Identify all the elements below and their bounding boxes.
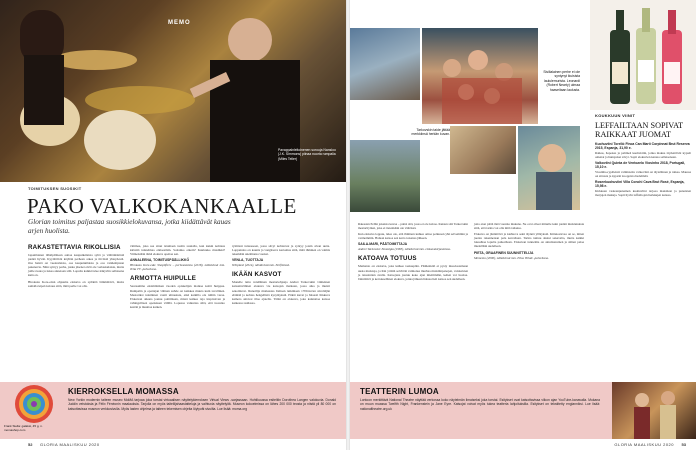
tarkovski-caption: Tarkovskin taide jättää merkkiinsä herkän kuvan.: [411, 128, 450, 137]
signature: PIETA, GRAAFINEN SUUNNITTELIJA: [474, 250, 534, 255]
right-column-1: [358, 222, 468, 281]
moma-title: KIERROKSELLA MOMASSA: [68, 387, 179, 396]
photo-caption: Pavappalnleltoinenen sorouja Nansloo (J.K. Simmons) piinaa nuorta rumpalia (Miles Teller): [278, 148, 336, 161]
wine-column: [595, 113, 691, 198]
body-text: rytmissä tunteeseen, jossa sävyt kohtaavat ja syntyy jotain aivan uutta. Lopputulos on kaunis ja vangitseva kertomus siitä, mitä ihminen on valmis tekemään unelmansa vuoksi.: [232, 244, 330, 257]
theatre-photo: [612, 382, 696, 439]
wine-text: Kirkkaan vaaleanpunainen kuohuviini tarjoaa mansikan ja punaisten marjojen makuja. Sopii hyvin leffailtojen herkkujen kanssa.: [595, 189, 691, 198]
page-number: 52: [28, 442, 33, 447]
wine-name: Kuohuviini Torelló Finca Can Martí Corpinnat Brut Reserva 2015, Espanja, 31,90 e.: [595, 142, 690, 150]
right-column-2: [474, 222, 584, 260]
moma-body: New Yorkin modernin taiteen museo MoMA tarjoaa joka torstai virtuaalisen näyttelykierroksen Virtual Views -sarjassaan. Huhtikuussa esiteltiin Dorothea Langen valokuvia. Donald Juddin veistoksia ja Félix Fénéonin maalauksia. Tarjolla on myös taiteilijahaastatteluja ja vaihtuvia näyttelyitä. Museon kokoelmissa on lähes 200 000 teosta ja niistä yli 80 000 on katsottavissa museon verkkosivulla. Myös lasten ohjelma ja taiteen tekemisen ohjeita löytyvät sivuilta. Lue lisää: moma.org: [68, 398, 336, 411]
section-label: TOIMITUKSEN SUOSIKIT: [28, 186, 82, 191]
wine-name: Valkoviini Quinta de Ventozelo Viosinho 2018, Portugali, 15,10 e.: [595, 161, 686, 170]
body-text: vimmaa, joka saa sinut istumaan tuolin reunalla, kun kukin kohtaus kiristää tunnelmaa entisestään. Soitanko oikein? Kuuluuko musiikki? Viimeistään tämä elokuva opettaa sen.: [130, 244, 225, 257]
drummer-photo: [0, 0, 346, 182]
footer-text: GLORIA MAALISKUU 2020: [40, 442, 100, 447]
memento-illustration: [518, 126, 580, 210]
memento-photo: [518, 126, 580, 210]
family-caption: Sisilialainen perhe ei ole syntynyt ikuisista laululemurista. Leonardi (Robert Nearty) ulmaa haaveitaan laulusta.: [543, 70, 580, 92]
left-footer: [0, 439, 346, 450]
body-text: Hirokazu Kore-edan ohjaama elokuva on sydäntä lämmittävä, mutta samalla kipeä kuvaus siitä, mitä perhe voi olla.: [28, 279, 124, 288]
signature: ANNALEENA, TOIMITUSPÄÄLLIKKÖ: [130, 258, 190, 263]
article-lede: Glorian toimitus paljastaa suosikkielokuvansa, jotka kiidättävät kauas arjen huolista.: [28, 218, 231, 235]
koukkuun-title: LEFFAILTAAN SOPIVAT RAIKKAAT JUOMAT: [595, 121, 683, 139]
wine-text: Viosinho-rypäleistä valmistettu valkoviini on täyteläinen ja raikas. Maussa on sitrusta ja kypsää trooppista hedelmää.: [595, 170, 691, 179]
wine-bottles: [590, 0, 696, 110]
body-text: Rakastan Pellin jokaista kuvaa – paitsi sitä, jossa ei ole kuvaa. Kutsun sitä Tarkovskin mestarityöksi, joka ei tietenkään ole väärässä.: [358, 222, 468, 231]
footer-text: GLORIA MAALISKUU 2020: [614, 442, 674, 447]
koukkuun-label: KOUKKUUN VIINIT: [595, 113, 636, 118]
left-column-1: [28, 244, 124, 288]
film-note: Hirokazu Kore-eda: Shoplifters – perheasiaisia (2018), nähtävissä mm. Telia TV -palvelussa.: [130, 263, 225, 272]
left-column-3: [232, 244, 330, 305]
body-text: Memento on elokuva, joka kulkee taaksepäin. Päähenkilö ei pysty muodostamaan uusia muistoja, ja hän yrittää selvittää vaimonsa murhaa muistiinpanojen, valokuvien ja tatuointien avulla. Katsojana joutuu koko ajan miettimään, kehen voi luottaa. Jännittävä ja kerroksellinen elokuva, jonka jälkeen haluaa heti katsoa sen uudelleen.: [358, 264, 468, 281]
article-title: PAKO VALKOKANKAALLE: [27, 194, 297, 218]
bottles-illustration: [590, 0, 696, 110]
film-note: Memento (2000), nähtävissä mm. Elisa Viihde -palvelussa.: [474, 255, 549, 260]
body-text: Monelle tuttu venäläinen mestariohjaaja Andrei Tarkovskin viimeinen kansainvälinen elokuva vie katsojan matkaan, jossa aika ja muisti sekoittuvat. Runoilija matkustaa Italiaan tutkimaan 1700-luvun säveltäjän elämää ja kohtaa hengellisiä kysymyksiä. Pitkät kuvat ja hitaasti liikkuva kamera antavat tilaa ajatella. Tämä on elokuva, joka kannattaa katsoa kaikessa rauhassa.: [232, 280, 330, 305]
wine-name: Roseekuohuviini Villa Conchi Cava Brut Rosé, Espanja, 15,98 e.: [595, 180, 685, 189]
moma-side-caption: Frank Stella: galaksi, 45 g, n. momashop.com: [4, 424, 43, 432]
family-photo: [422, 28, 538, 124]
family-illustration: [422, 28, 538, 124]
body-text: Elokuva on jännittävä ja kiehtova sekä täynnä yllätyksiä. Kiinnostavaa on se, miten juonta rakennetaan pala kerrallaan. Tarina tuntuu aluksi sekavalta, mutta kaikki loksahtaa lopulta paikoilleen. Elokuvan tunnelma on ainutlaatuinen ja siihen palaa mielellään uudelleen.: [474, 232, 584, 249]
body-text: Seuraamme ensimmäisen vuoden opiskelijan matkaa kohti huippua. Rumpalin ja opettajan välinen suhde on kaikkea muuta kuin tavallinen. Mestariksi tuleminen vaatii uhrauksia, eikä kaikilla ole niihin varaa. Elokuvan aikana joutuu pohtimaan, missä kulkee raja inspiroivan ja vahingollisen opetuksen välillä. Lopussa vaikuttaa siltä, että tuotanto kestää ja muuttaa kaiken.: [130, 284, 225, 309]
left-column-2: [130, 244, 225, 309]
theatre-body: Lontoon merkittävä National Theatre näyttää verkossa koko näytelmän ilmaiseksi joka torstai. Esitykset ovat katsottavissa viikon ajan YouTube-kanavalla. Mukana on muun muassa Twelfth Night, Frankenstein ja Jane Eyre. Katsojat voivat myös tukea teatteria lahjoituksilla. Esitykset on tekstitetty englanniksi. Lue lisää: nationaltheatre.org.uk: [360, 398, 600, 411]
landscape-photo: [350, 140, 420, 212]
theatre-title: TEATTERIN LUMOA: [360, 387, 439, 396]
right-footer: [350, 439, 696, 450]
portrait-photo: [450, 126, 516, 174]
moma-box: [0, 382, 346, 439]
signature: SAILA-MARI, PÄÄTOIMITTAJA: [358, 242, 408, 247]
signature: VENLA, TUOTTAJA: [232, 258, 264, 263]
heading-rakastettavia: RAKASTETTAVIA RIKOLLISIA: [28, 244, 121, 251]
left-page: [0, 0, 346, 450]
theatre-box: [350, 382, 696, 439]
film-note: Whiplash (2014), nähtävissä mm. Netflixissä.: [232, 263, 290, 268]
page-number: 53: [681, 442, 686, 447]
galaxy-puzzle-icon: [14, 384, 54, 424]
body-text: Kun elokuva loppuu, tulee olo, että ihminen kulkee omaa polkuaan yhä selvemmin ja varmemmin. Haluan katsoa sen kerta toisensa jälkeen.: [358, 232, 468, 241]
memo-label: MEMO: [168, 20, 191, 26]
body-text: Japanilainen lähiöpiliiteen auttaa kaupunkilaista syitä ja välttämätöntä pientä hyvää. Kyydittävät köyhän perheen arkea ja tiiviistä yhteydestä. Osa heistä on vuokralaisia, osa kaupunkilaisia ja osa vanhempiaan pakenevia. Näin syntyy perhe, jonka jäsenet eivät ole verisukulaisia, mutta joille ruoka ja tukea annetaan silti. Lopulta kaikki tulee näkyviin sellaisena kuin on.: [28, 253, 124, 278]
actors-illustration: [612, 382, 696, 439]
heading-katoava-totuus: KATOAVA TOTUUS: [358, 255, 417, 263]
right-page: [350, 0, 696, 450]
body-text: joita aion pitää tänä vuonna mukana. Ne ovat olleet minulle kuin pieniä muistutuksia siitä, että tarina voi olla mitä tahansa.: [474, 222, 584, 231]
wine-text: Raikas, hapokas ja pehmeä kuohuviini, jonka makua täydentävät kypsät omenat ja hunajaiset sävyt. Sopii elokuvien kanssa sellaisenaan.: [595, 151, 691, 160]
wine-list: [595, 142, 691, 198]
heading-ikaan-kasvot: IKÄÄN KASVOT: [232, 271, 282, 279]
heading-armotta: ARMOTTA HUIPULLE: [130, 275, 197, 283]
film-note: Andrei Tarkovski: Nostalgia (1983), nähtävissä mm. elokuvakirjastoissa.: [358, 247, 451, 252]
collage-photo-top-left: [350, 28, 420, 100]
